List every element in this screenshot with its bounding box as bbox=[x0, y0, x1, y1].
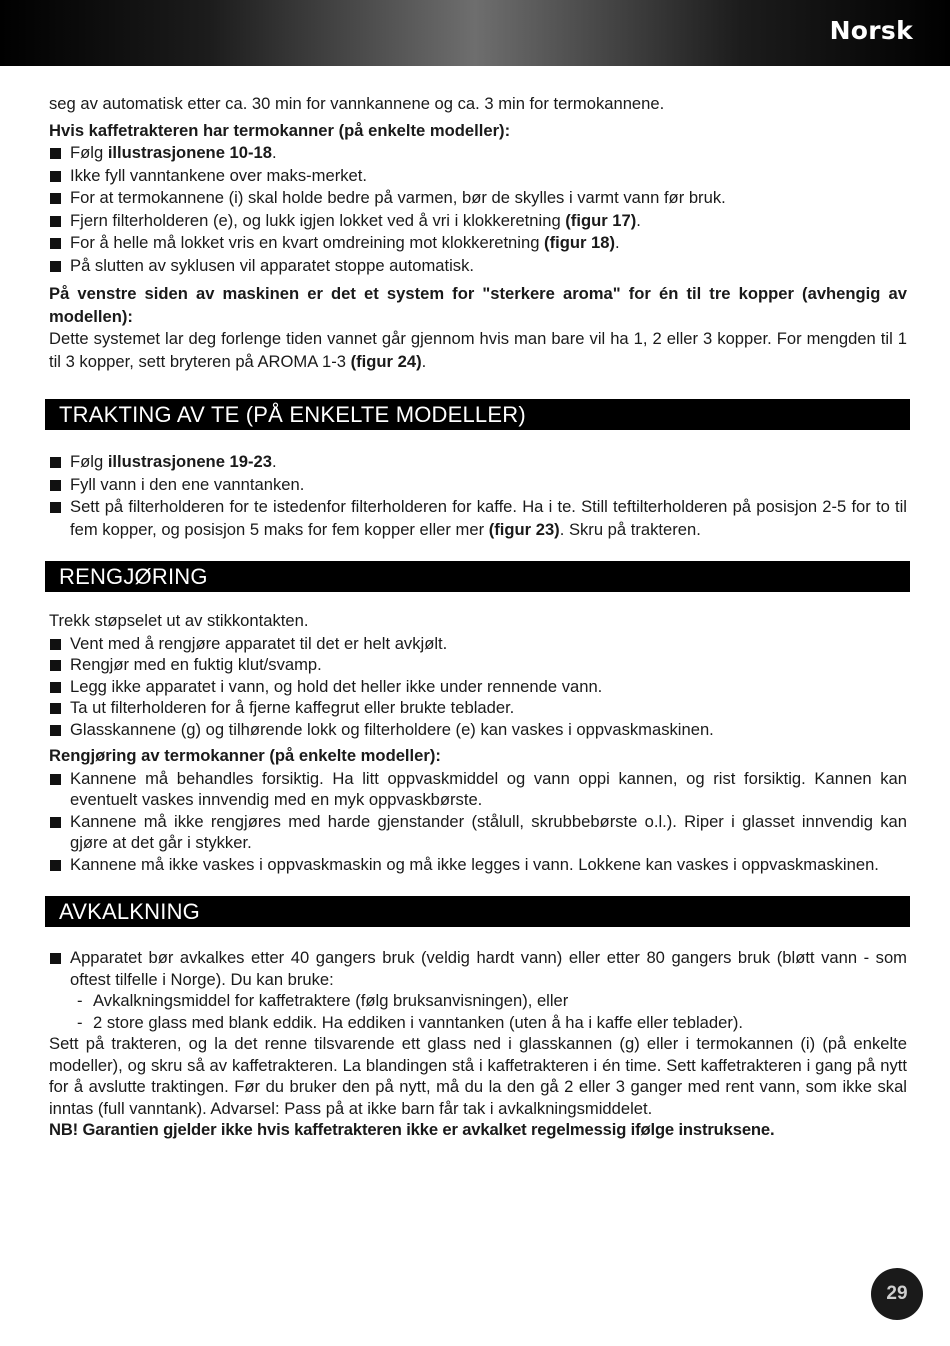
section-heading-descaling: AVKALKNING bbox=[45, 896, 910, 927]
dash-bullet: - bbox=[77, 1012, 83, 1032]
square-bullet-icon bbox=[50, 480, 61, 491]
list-item: Fyll vann i den ene vanntanken. bbox=[49, 474, 907, 497]
square-bullet-icon bbox=[50, 216, 61, 227]
page-number-badge: 29 bbox=[871, 1268, 923, 1320]
square-bullet-icon bbox=[50, 502, 61, 513]
list-item: Vent med å rengjøre apparatet til det er helt avkjølt. bbox=[49, 633, 907, 655]
cleaning-list bbox=[49, 633, 907, 741]
list-item: Legg ikke apparatet i vann, og hold det heller ikke under rennende vann. bbox=[49, 676, 907, 698]
square-bullet-icon bbox=[50, 457, 61, 468]
header-bar bbox=[0, 0, 950, 66]
list-item: Kannene må ikke vaskes i oppvaskmaskin og må ikke legges i vann. Lokkene kan vaskes i oppvaskmaskinen. bbox=[49, 854, 907, 876]
list-item: På slutten av syklusen vil apparatet stoppe automatisk. bbox=[49, 255, 907, 278]
descaling-list bbox=[49, 947, 907, 990]
warranty-warning: NB! Garantien gjelder ikke hvis kaffetrakteren ikke er avkalket regelmessig ifølge instruksene. bbox=[49, 1120, 775, 1139]
list-item: Glasskannene (g) og tilhørende lokk og filterholdere (e) kan vaskes i oppvaskmaskinen. bbox=[49, 719, 907, 741]
list-item: Følg illustrasjonene 10-18. bbox=[49, 142, 907, 165]
list-item: Ikke fyll vanntankene over maks-merket. bbox=[49, 165, 907, 188]
list-item: Rengjør med en fuktig klut/svamp. bbox=[49, 654, 907, 676]
list-item: For å helle må lokket vris en kvart omdreining mot klokkeretning (figur 18). bbox=[49, 232, 907, 255]
list-item: Ta ut filterholderen for å fjerne kaffegrut eller brukte teblader. bbox=[49, 697, 907, 719]
list-item: - 2 store glass med blank eddik. Ha eddiken i vanntanken (uten å ha i kaffe eller teblader). bbox=[77, 1012, 744, 1032]
square-bullet-icon bbox=[50, 639, 61, 650]
thermo-list bbox=[49, 142, 907, 277]
page-content bbox=[49, 93, 907, 1141]
cleaning-thermo-list bbox=[49, 768, 907, 876]
section-heading-tea: TRAKTING AV TE (PÅ ENKELTE MODELLER) bbox=[45, 399, 910, 430]
square-bullet-icon bbox=[50, 238, 61, 249]
square-bullet-icon bbox=[50, 953, 61, 964]
square-bullet-icon bbox=[50, 774, 61, 785]
square-bullet-icon bbox=[50, 148, 61, 159]
list-item: Kannene må ikke rengjøres med harde gjenstander (stålull, skrubbebørste o.l.). Riper i glasset innvendig kan gjøre at det går i stykker. bbox=[49, 811, 907, 854]
list-item: Sett på filterholderen for te istedenfor filterholderen for kaffe. Ha i te. Still teftilterholderen på posisjon 2-5 for to til fem kopper, og posisjon 5 maks for fem kopper eller mer (figur 23). Skru på trakteren. bbox=[49, 496, 907, 541]
square-bullet-icon bbox=[50, 860, 61, 871]
cleaning-thermo-heading: Rengjøring av termokanner (på enkelte modeller): bbox=[49, 746, 441, 765]
intro-continuation: seg av automatisk etter ca. 30 min for vannkannene og ca. 3 min for termokannene. bbox=[49, 94, 665, 113]
list-item: Kannene må behandles forsiktig. Ha litt oppvaskmiddel og vann oppi kannen, og rist forsiktig. Kannen kan eventuelt vaskes innvendig med en myk oppvaskbørste. bbox=[49, 768, 907, 811]
list-item: Følg illustrasjonene 19-23. bbox=[49, 451, 907, 474]
section-heading-cleaning: RENGJØRING bbox=[45, 561, 910, 592]
thermo-heading: Hvis kaffetrakteren har termokanner (på enkelte modeller): bbox=[49, 120, 511, 140]
square-bullet-icon bbox=[50, 171, 61, 182]
square-bullet-icon bbox=[50, 703, 61, 714]
square-bullet-icon bbox=[50, 660, 61, 671]
square-bullet-icon bbox=[50, 817, 61, 828]
list-item: - Avkalkningsmiddel for kaffetraktere (følg bruksanvisningen), eller bbox=[77, 991, 569, 1010]
aroma-heading: På venstre siden av maskinen er det et system for "sterkere aroma" for én til tre kopper (avhengig av modellen): bbox=[49, 284, 907, 326]
square-bullet-icon bbox=[50, 725, 61, 736]
list-item: Fjern filterholderen (e), og lukk igjen lokket ved å vri i klokkeretning (figur 17). bbox=[49, 210, 907, 233]
aroma-text: Dette systemet lar deg forlenge tiden vannet går gjennom hvis man bare vil ha 1, 2 eller 3 kopper. For mengden til 1 til 3 kopper, sett bryteren på AROMA 1-3 (figur 24). bbox=[49, 329, 907, 371]
square-bullet-icon bbox=[50, 682, 61, 693]
language-title: Norsk bbox=[829, 16, 913, 45]
descaling-text: Sett på trakteren, og la det renne tilsvarende ett glass ned i glasskannen (g) eller i termokannen (i) (på enkelte modeller), og skru så av kaffetrakteren. La blandingen stå i kaffetrakteren i én time. Sett kaffetrakteren i gang på nytt for å avslutte traktingen. Før du bruker den på nytt, må du la den gå 2 eller 3 ganger med rent vann, som ikke skal inntas (full vanntank). Advarsel: Pass på at ikke barn får tak i avkalkningsmiddelet. bbox=[49, 1034, 907, 1118]
square-bullet-icon bbox=[50, 261, 61, 272]
dash-bullet: - bbox=[77, 991, 83, 1010]
cleaning-intro: Trekk støpselet ut av stikkontakten. bbox=[49, 611, 309, 630]
square-bullet-icon bbox=[50, 193, 61, 204]
descaling-dash-list bbox=[49, 990, 907, 1033]
list-item: For at termokannene (i) skal holde bedre på varmen, bør de skylles i varmt vann før bruk. bbox=[49, 187, 907, 210]
tea-list bbox=[49, 451, 907, 541]
list-item: Apparatet bør avkalkes etter 40 gangers bruk (veldig hardt vann) eller etter 80 gangers bruk (bløtt vann - som oftest tilfelle i Norge). Du kan bruke: bbox=[49, 947, 907, 990]
